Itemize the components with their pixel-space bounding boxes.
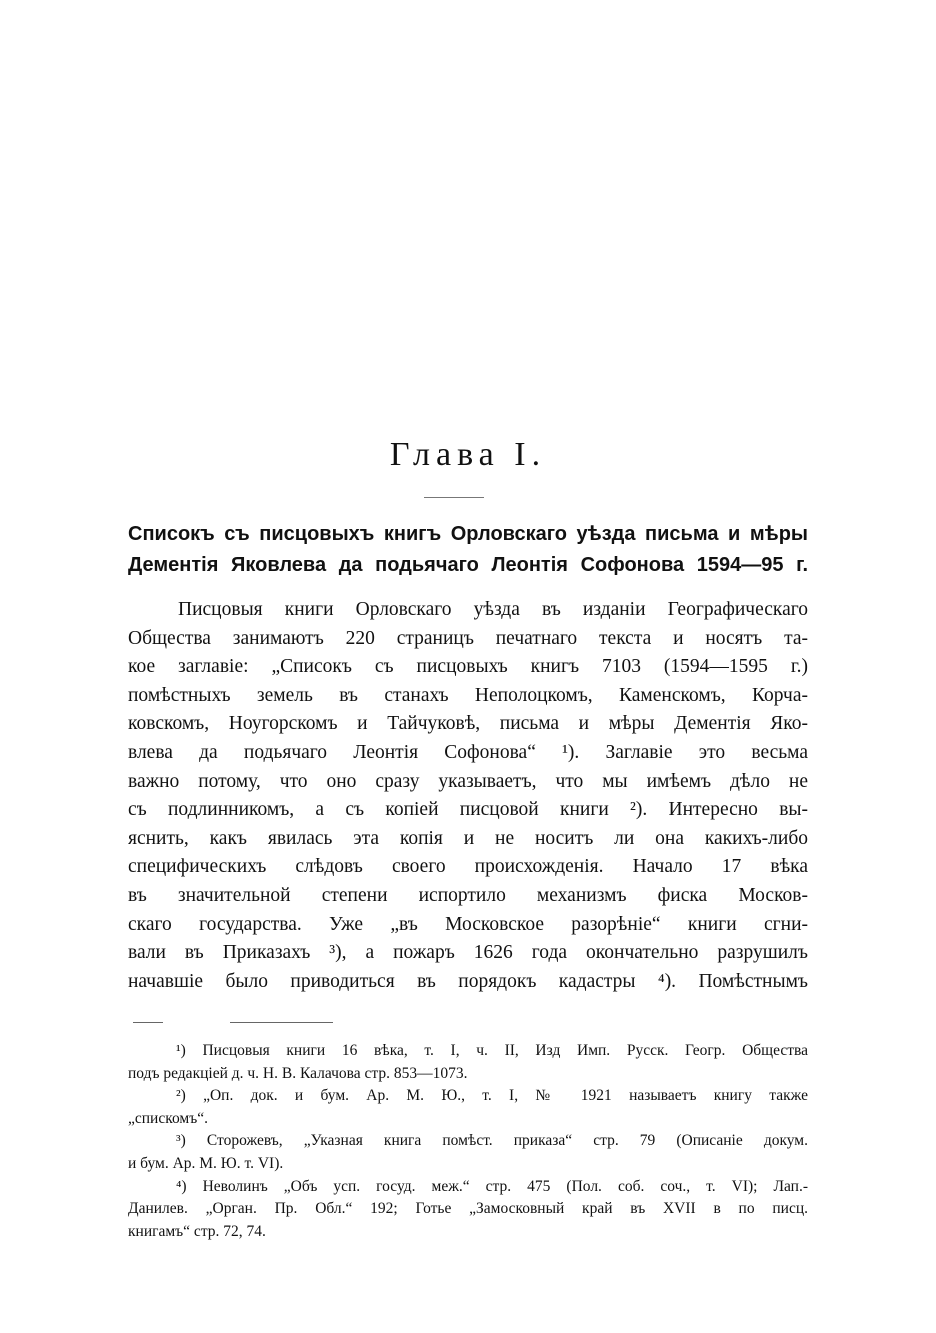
chapter-title: Глава I. <box>389 436 547 473</box>
footnote-line: подъ редакціей д. ч. Н. В. Калачова стр. 853—1073. <box>128 1064 468 1082</box>
footnote-line: ¹) Писцовыя книги 16 вѣка, т. I, ч. II, Изд Имп. Русск. Геогр. Общества <box>176 1042 808 1059</box>
paragraph-line: Писцовыя книги Орловскаго уѣзда въ изданіи Географическаго <box>178 599 808 620</box>
paragraph-line: Общества занимаютъ 220 страницъ печатнаго текста и носятъ та- <box>128 627 808 649</box>
footnote-line: книгамъ“ стр. 72, 74. <box>128 1222 266 1240</box>
footnote-separator <box>230 1022 333 1023</box>
paragraph-line: вали въ Приказахъ ³), а пожаръ 1626 года окончательно разрушилъ <box>128 942 808 964</box>
footnote-separator <box>133 1022 163 1023</box>
paragraph-line: важно потому, что оно сразу указываетъ, что мы имѣемъ дѣло не <box>128 770 808 792</box>
paragraph-line: съ подлинникомъ, а съ копіей писцовой книги ²). Интересно вы- <box>128 799 808 821</box>
paragraph-line: начавшіе было приводиться въ порядокъ кадастры ⁴). Помѣстнымъ <box>128 970 808 992</box>
footnote-line: и бум. Ар. М. Ю. т. VI). <box>128 1154 284 1172</box>
paragraph-line: влева да подьячаго Леонтія Софонова“ ¹). Заглавіе это весьма <box>128 741 808 763</box>
body-paragraph <box>128 596 808 996</box>
footnote-line: Данилев. „Орган. Пр. Обл.“ 192; Готье „Замосковный край въ XVII в по писц. <box>128 1200 808 1218</box>
paragraph-line: специфическихъ слѣдовъ своего происхожденія. Начало 17 вѣка <box>128 856 808 878</box>
title-divider <box>424 497 484 498</box>
footnote-line: ²) „Оп. док. и бум. Ар. М. Ю., т. I, № 1921 называетъ книгу также <box>176 1087 808 1105</box>
chapter-subtitle <box>128 519 808 581</box>
paragraph-line: скаго государства. Уже „въ Московское разорѣніе“ книги сгни- <box>128 913 808 935</box>
paragraph-line: въ значительной степени испортило механизмъ фиска Москов- <box>128 884 808 906</box>
paragraph-line: яснить, какъ явилась эта копія и не носитъ ли она какихъ-либо <box>128 827 808 849</box>
footnote-line: ⁴) Неволинъ „Объ усп. госуд. меж.“ стр. 475 (Пол. соб. соч., т. VI); Лап.- <box>176 1177 808 1195</box>
footnote-line: „спискомъ“. <box>128 1109 209 1127</box>
paragraph-line: кое заглавіе: „Списокъ съ писцовыхъ книгъ 7103 (1594—1595 г.) <box>128 656 808 678</box>
footnotes <box>128 1040 808 1243</box>
footnote-line: ³) Сторожевъ, „Указная книга помѣст. приказа“ стр. 79 (Описаніе докум. <box>176 1132 808 1150</box>
subtitle-line: Дементія Яковлева да подьячаго Леонтія Софонова 1594—95 г. <box>128 554 808 576</box>
subtitle-line: Списокъ съ писцовыхъ книгъ Орловскаго уѣзда письма и мѣры <box>128 523 808 545</box>
paragraph-line: ковскомъ, Ноугорскомъ и Тайчуковѣ, письма и мѣры Дементія Яко- <box>128 713 808 735</box>
paragraph-line: помѣстныхъ земель въ станахъ Неполоцкомъ, Каменскомъ, Корча- <box>128 684 808 706</box>
